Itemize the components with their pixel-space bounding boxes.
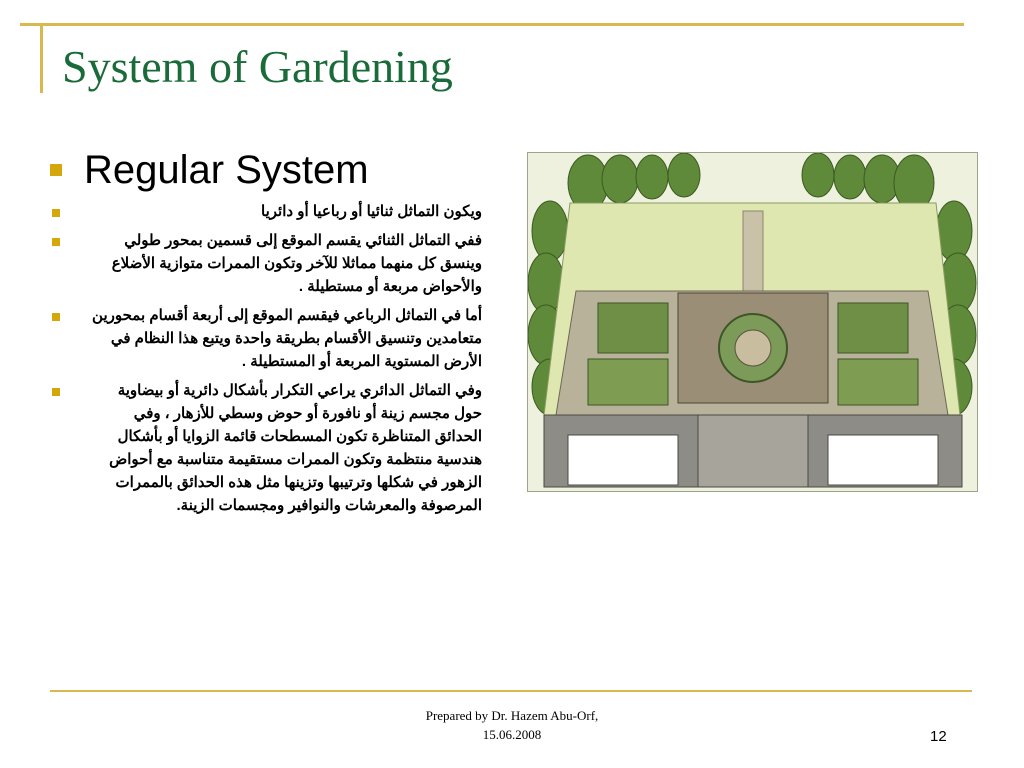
bullet-icon <box>52 313 60 321</box>
bottom-rule <box>50 690 972 692</box>
bullet-icon <box>52 238 60 246</box>
garden-illustration <box>527 152 978 492</box>
bullet-text: ففي التماثل الثنائي يقسم الموقع إلى قسمين بمحور طولي وينسق كل منهما مماثلا للآخر وتكون الممرات متوازية الأضلاع والأحواض مربعة أو مستطيلة . <box>111 232 482 295</box>
bullet-icon <box>52 209 60 217</box>
section-heading: Regular System <box>84 148 369 192</box>
heading-bullet-icon <box>50 164 62 176</box>
footer-credit <box>362 706 662 744</box>
bullet-item <box>50 200 490 223</box>
bullet-text: وفي التماثل الدائري يراعي التكرار بأشكال دائرية أو بيضاوية حول مجسم زينة أو نافورة أو حوض وسطي للأزهار ، وفي الحدائق المتناظرة تكون المسطحات قائمة الزوايا أو بأشكال هندسية منتظمة وتكون الممرات مستقيمة متناسبة مع أحواض الزهور في شكلها وترتيبها وتزينها مثل هذه الحدائق بالممرات المرصوفة والمعرشات والنوافير ومجسمات الزينة. <box>109 382 482 514</box>
bullet-item <box>50 379 490 517</box>
bullet-item <box>50 304 490 373</box>
heading-row <box>50 150 369 190</box>
bullet-list <box>50 200 490 523</box>
top-rule <box>20 23 964 26</box>
footer-date: 15.06.2008 <box>482 727 542 742</box>
garden-drawing <box>528 153 977 491</box>
bullet-text: أما في التماثل الرباعي فيقسم الموقع إلى أربعة أقسام بمحورين متعامدين وتنسيق الأقسام بطريقة واحدة ويتبع هذا النظام في الأرض المستوية المربعة أو المستطيلة . <box>92 307 482 370</box>
page-number: 12 <box>930 728 947 745</box>
footer-author: Prepared by Dr. Hazem Abu-Orf, <box>425 708 599 723</box>
side-rule <box>40 23 43 93</box>
bullet-icon <box>52 388 60 396</box>
bullet-text: ويكون التماثل ثنائيا أو رباعيا أو دائريا <box>261 203 482 220</box>
slide-title: System of Gardening <box>62 41 453 92</box>
bullet-item <box>50 229 490 298</box>
